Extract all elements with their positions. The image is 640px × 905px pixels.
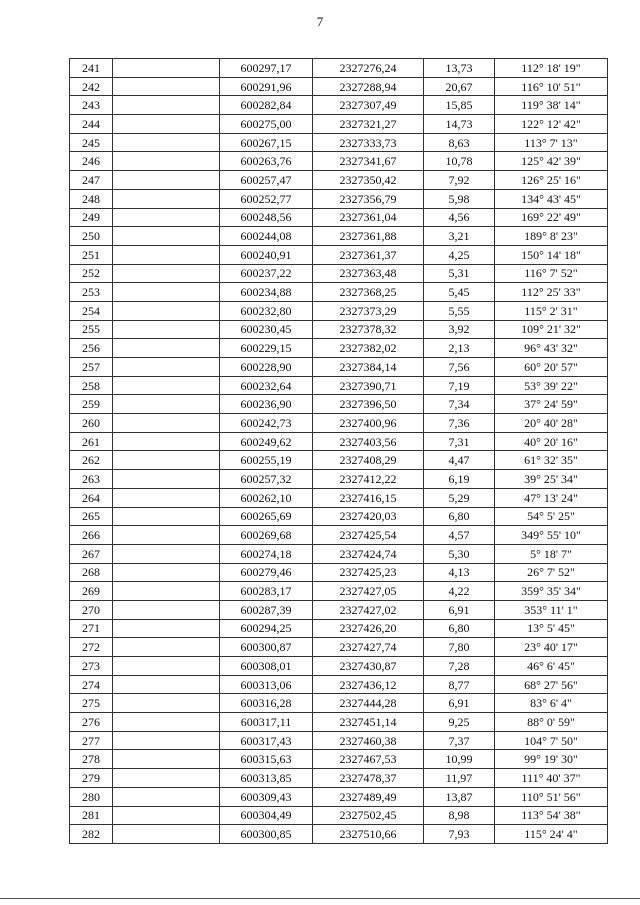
point-number-cell: 264 <box>70 488 113 507</box>
y-coordinate-cell: 2327412,22 <box>313 470 424 489</box>
blank-cell <box>113 320 220 339</box>
x-coordinate-cell: 600257,32 <box>220 470 313 489</box>
x-coordinate-cell: 600232,64 <box>220 376 313 395</box>
x-coordinate-cell: 600279,46 <box>220 563 313 582</box>
angle-cell: 113° 7' 13" <box>495 133 608 152</box>
table-row <box>70 283 608 302</box>
length-cell: 7,36 <box>424 414 495 433</box>
table-row <box>70 582 608 601</box>
x-coordinate-cell: 600309,43 <box>220 787 313 806</box>
blank-cell <box>113 638 220 657</box>
point-number-cell: 280 <box>70 787 113 806</box>
x-coordinate-cell: 600230,45 <box>220 320 313 339</box>
angle-cell: 116° 7' 52" <box>495 264 608 283</box>
point-number-cell: 276 <box>70 713 113 732</box>
table-body <box>70 59 608 844</box>
angle-cell: 61° 32' 35" <box>495 451 608 470</box>
table-row <box>70 488 608 507</box>
y-coordinate-cell: 2327361,04 <box>313 208 424 227</box>
blank-cell <box>113 283 220 302</box>
table-row <box>70 301 608 320</box>
point-number-cell: 242 <box>70 77 113 96</box>
length-cell: 15,85 <box>424 96 495 115</box>
length-cell: 8,77 <box>424 675 495 694</box>
length-cell: 7,28 <box>424 657 495 676</box>
length-cell: 8,63 <box>424 133 495 152</box>
blank-cell <box>113 619 220 638</box>
length-cell: 20,67 <box>424 77 495 96</box>
length-cell: 9,25 <box>424 713 495 732</box>
point-number-cell: 251 <box>70 245 113 264</box>
point-number-cell: 248 <box>70 189 113 208</box>
y-coordinate-cell: 2327373,29 <box>313 301 424 320</box>
angle-cell: 353° 11' 1" <box>495 600 608 619</box>
point-number-cell: 274 <box>70 675 113 694</box>
x-coordinate-cell: 600242,73 <box>220 414 313 433</box>
x-coordinate-cell: 600252,77 <box>220 189 313 208</box>
point-number-cell: 256 <box>70 339 113 358</box>
angle-cell: 169° 22' 49" <box>495 208 608 227</box>
point-number-cell: 244 <box>70 115 113 134</box>
length-cell: 5,55 <box>424 301 495 320</box>
length-cell: 7,56 <box>424 358 495 377</box>
x-coordinate-cell: 600317,11 <box>220 713 313 732</box>
point-number-cell: 255 <box>70 320 113 339</box>
y-coordinate-cell: 2327361,88 <box>313 227 424 246</box>
point-number-cell: 254 <box>70 301 113 320</box>
table-row <box>70 152 608 171</box>
table-row <box>70 675 608 694</box>
y-coordinate-cell: 2327420,03 <box>313 507 424 526</box>
angle-cell: 115° 24' 4" <box>495 825 608 844</box>
angle-cell: 126° 25' 16" <box>495 171 608 190</box>
point-number-cell: 265 <box>70 507 113 526</box>
length-cell: 8,98 <box>424 806 495 825</box>
table-row <box>70 320 608 339</box>
length-cell: 5,29 <box>424 488 495 507</box>
angle-cell: 112° 18' 19" <box>495 59 608 78</box>
blank-cell <box>113 769 220 788</box>
length-cell: 7,93 <box>424 825 495 844</box>
x-coordinate-cell: 600249,62 <box>220 432 313 451</box>
angle-cell: 54° 5' 25" <box>495 507 608 526</box>
length-cell: 4,13 <box>424 563 495 582</box>
angle-cell: 26° 7' 52" <box>495 563 608 582</box>
table-row <box>70 638 608 657</box>
blank-cell <box>113 451 220 470</box>
angle-cell: 46° 6' 45" <box>495 657 608 676</box>
blank-cell <box>113 96 220 115</box>
x-coordinate-cell: 600300,85 <box>220 825 313 844</box>
table-row <box>70 77 608 96</box>
y-coordinate-cell: 2327451,14 <box>313 713 424 732</box>
point-number-cell: 277 <box>70 731 113 750</box>
table-row <box>70 451 608 470</box>
point-number-cell: 257 <box>70 358 113 377</box>
point-number-cell: 269 <box>70 582 113 601</box>
y-coordinate-cell: 2327307,49 <box>313 96 424 115</box>
blank-cell <box>113 507 220 526</box>
blank-cell <box>113 544 220 563</box>
length-cell: 7,31 <box>424 432 495 451</box>
x-coordinate-cell: 600229,15 <box>220 339 313 358</box>
y-coordinate-cell: 2327467,53 <box>313 750 424 769</box>
y-coordinate-cell: 2327396,50 <box>313 395 424 414</box>
table-row <box>70 432 608 451</box>
point-number-cell: 249 <box>70 208 113 227</box>
y-coordinate-cell: 2327361,37 <box>313 245 424 264</box>
x-coordinate-cell: 600294,25 <box>220 619 313 638</box>
y-coordinate-cell: 2327478,37 <box>313 769 424 788</box>
point-number-cell: 268 <box>70 563 113 582</box>
table-row <box>70 376 608 395</box>
y-coordinate-cell: 2327276,24 <box>313 59 424 78</box>
angle-cell: 104° 7' 50" <box>495 731 608 750</box>
blank-cell <box>113 825 220 844</box>
length-cell: 6,80 <box>424 507 495 526</box>
point-number-cell: 272 <box>70 638 113 657</box>
x-coordinate-cell: 600308,01 <box>220 657 313 676</box>
x-coordinate-cell: 600236,90 <box>220 395 313 414</box>
blank-cell <box>113 750 220 769</box>
point-number-cell: 279 <box>70 769 113 788</box>
angle-cell: 113° 54' 38" <box>495 806 608 825</box>
length-cell: 3,92 <box>424 320 495 339</box>
blank-cell <box>113 115 220 134</box>
angle-cell: 99° 19' 30" <box>495 750 608 769</box>
blank-cell <box>113 563 220 582</box>
angle-cell: 37° 24' 59" <box>495 395 608 414</box>
length-cell: 6,80 <box>424 619 495 638</box>
table-row <box>70 227 608 246</box>
x-coordinate-cell: 600275,00 <box>220 115 313 134</box>
blank-cell <box>113 731 220 750</box>
table-row <box>70 694 608 713</box>
y-coordinate-cell: 2327341,67 <box>313 152 424 171</box>
y-coordinate-cell: 2327460,38 <box>313 731 424 750</box>
point-number-cell: 253 <box>70 283 113 302</box>
table-row <box>70 59 608 78</box>
x-coordinate-cell: 600265,69 <box>220 507 313 526</box>
x-coordinate-cell: 600257,47 <box>220 171 313 190</box>
length-cell: 2,13 <box>424 339 495 358</box>
y-coordinate-cell: 2327356,79 <box>313 189 424 208</box>
blank-cell <box>113 189 220 208</box>
blank-cell <box>113 208 220 227</box>
x-coordinate-cell: 600263,76 <box>220 152 313 171</box>
length-cell: 13,87 <box>424 787 495 806</box>
length-cell: 7,34 <box>424 395 495 414</box>
blank-cell <box>113 395 220 414</box>
point-number-cell: 243 <box>70 96 113 115</box>
angle-cell: 150° 14' 18" <box>495 245 608 264</box>
angle-cell: 23° 40' 17" <box>495 638 608 657</box>
table-row <box>70 470 608 489</box>
point-number-cell: 241 <box>70 59 113 78</box>
point-number-cell: 259 <box>70 395 113 414</box>
x-coordinate-cell: 600297,17 <box>220 59 313 78</box>
length-cell: 7,37 <box>424 731 495 750</box>
x-coordinate-cell: 600313,85 <box>220 769 313 788</box>
point-number-cell: 278 <box>70 750 113 769</box>
bottom-rule <box>0 898 640 899</box>
y-coordinate-cell: 2327384,14 <box>313 358 424 377</box>
length-cell: 7,92 <box>424 171 495 190</box>
length-cell: 4,25 <box>424 245 495 264</box>
blank-cell <box>113 806 220 825</box>
table-row <box>70 563 608 582</box>
angle-cell: 349° 55' 10" <box>495 526 608 545</box>
point-number-cell: 246 <box>70 152 113 171</box>
length-cell: 10,99 <box>424 750 495 769</box>
length-cell: 3,21 <box>424 227 495 246</box>
length-cell: 13,73 <box>424 59 495 78</box>
point-number-cell: 262 <box>70 451 113 470</box>
table-row <box>70 245 608 264</box>
table-row <box>70 787 608 806</box>
table-row <box>70 600 608 619</box>
blank-cell <box>113 657 220 676</box>
length-cell: 7,80 <box>424 638 495 657</box>
angle-cell: 119° 38' 14" <box>495 96 608 115</box>
angle-cell: 116° 10' 51" <box>495 77 608 96</box>
angle-cell: 68° 27' 56" <box>495 675 608 694</box>
blank-cell <box>113 526 220 545</box>
blank-cell <box>113 488 220 507</box>
table-row <box>70 171 608 190</box>
angle-cell: 13° 5' 45" <box>495 619 608 638</box>
x-coordinate-cell: 600282,84 <box>220 96 313 115</box>
x-coordinate-cell: 600237,22 <box>220 264 313 283</box>
angle-cell: 40° 20' 16" <box>495 432 608 451</box>
blank-cell <box>113 432 220 451</box>
x-coordinate-cell: 600274,18 <box>220 544 313 563</box>
table-row <box>70 657 608 676</box>
y-coordinate-cell: 2327390,71 <box>313 376 424 395</box>
y-coordinate-cell: 2327288,94 <box>313 77 424 96</box>
y-coordinate-cell: 2327378,32 <box>313 320 424 339</box>
table-row <box>70 526 608 545</box>
angle-cell: 115° 2' 31" <box>495 301 608 320</box>
point-number-cell: 258 <box>70 376 113 395</box>
angle-cell: 125° 42' 39" <box>495 152 608 171</box>
blank-cell <box>113 713 220 732</box>
x-coordinate-cell: 600240,91 <box>220 245 313 264</box>
point-number-cell: 281 <box>70 806 113 825</box>
length-cell: 4,47 <box>424 451 495 470</box>
x-coordinate-cell: 600267,15 <box>220 133 313 152</box>
table-row <box>70 544 608 563</box>
point-number-cell: 260 <box>70 414 113 433</box>
x-coordinate-cell: 600269,68 <box>220 526 313 545</box>
point-number-cell: 263 <box>70 470 113 489</box>
x-coordinate-cell: 600300,87 <box>220 638 313 657</box>
y-coordinate-cell: 2327426,20 <box>313 619 424 638</box>
y-coordinate-cell: 2327510,66 <box>313 825 424 844</box>
table-row <box>70 339 608 358</box>
point-number-cell: 250 <box>70 227 113 246</box>
y-coordinate-cell: 2327425,54 <box>313 526 424 545</box>
blank-cell <box>113 152 220 171</box>
x-coordinate-cell: 600232,80 <box>220 301 313 320</box>
x-coordinate-cell: 600304,49 <box>220 806 313 825</box>
y-coordinate-cell: 2327430,87 <box>313 657 424 676</box>
blank-cell <box>113 600 220 619</box>
y-coordinate-cell: 2327424,74 <box>313 544 424 563</box>
x-coordinate-cell: 600287,39 <box>220 600 313 619</box>
blank-cell <box>113 787 220 806</box>
table-row <box>70 96 608 115</box>
y-coordinate-cell: 2327403,56 <box>313 432 424 451</box>
table-row <box>70 713 608 732</box>
table-row <box>70 731 608 750</box>
point-number-cell: 261 <box>70 432 113 451</box>
angle-cell: 39° 25' 34" <box>495 470 608 489</box>
angle-cell: 47° 13' 24" <box>495 488 608 507</box>
x-coordinate-cell: 600248,56 <box>220 208 313 227</box>
x-coordinate-cell: 600244,08 <box>220 227 313 246</box>
angle-cell: 53° 39' 22" <box>495 376 608 395</box>
length-cell: 4,22 <box>424 582 495 601</box>
x-coordinate-cell: 600313,06 <box>220 675 313 694</box>
page-number: 7 <box>316 14 324 29</box>
angle-cell: 96° 43' 32" <box>495 339 608 358</box>
length-cell: 5,45 <box>424 283 495 302</box>
blank-cell <box>113 414 220 433</box>
blank-cell <box>113 694 220 713</box>
y-coordinate-cell: 2327350,42 <box>313 171 424 190</box>
point-number-cell: 273 <box>70 657 113 676</box>
x-coordinate-cell: 600315,63 <box>220 750 313 769</box>
table-row <box>70 189 608 208</box>
y-coordinate-cell: 2327368,25 <box>313 283 424 302</box>
point-number-cell: 270 <box>70 600 113 619</box>
table-row <box>70 133 608 152</box>
angle-cell: 109° 21' 32" <box>495 320 608 339</box>
y-coordinate-cell: 2327427,02 <box>313 600 424 619</box>
length-cell: 6,19 <box>424 470 495 489</box>
y-coordinate-cell: 2327321,27 <box>313 115 424 134</box>
y-coordinate-cell: 2327363,48 <box>313 264 424 283</box>
y-coordinate-cell: 2327427,74 <box>313 638 424 657</box>
point-number-cell: 266 <box>70 526 113 545</box>
blank-cell <box>113 339 220 358</box>
blank-cell <box>113 59 220 78</box>
y-coordinate-cell: 2327436,12 <box>313 675 424 694</box>
length-cell: 7,19 <box>424 376 495 395</box>
blank-cell <box>113 245 220 264</box>
x-coordinate-cell: 600255,19 <box>220 451 313 470</box>
y-coordinate-cell: 2327502,45 <box>313 806 424 825</box>
table-row <box>70 115 608 134</box>
y-coordinate-cell: 2327416,15 <box>313 488 424 507</box>
y-coordinate-cell: 2327400,96 <box>313 414 424 433</box>
x-coordinate-cell: 600234,88 <box>220 283 313 302</box>
x-coordinate-cell: 600283,17 <box>220 582 313 601</box>
point-number-cell: 271 <box>70 619 113 638</box>
blank-cell <box>113 470 220 489</box>
x-coordinate-cell: 600262,10 <box>220 488 313 507</box>
blank-cell <box>113 301 220 320</box>
x-coordinate-cell: 600291,96 <box>220 77 313 96</box>
y-coordinate-cell: 2327444,28 <box>313 694 424 713</box>
point-number-cell: 245 <box>70 133 113 152</box>
point-number-cell: 267 <box>70 544 113 563</box>
table-row <box>70 806 608 825</box>
point-number-cell: 275 <box>70 694 113 713</box>
x-coordinate-cell: 600317,43 <box>220 731 313 750</box>
angle-cell: 359° 35' 34" <box>495 582 608 601</box>
table-row <box>70 769 608 788</box>
point-number-cell: 252 <box>70 264 113 283</box>
length-cell: 5,98 <box>424 189 495 208</box>
y-coordinate-cell: 2327408,29 <box>313 451 424 470</box>
blank-cell <box>113 358 220 377</box>
y-coordinate-cell: 2327489,49 <box>313 787 424 806</box>
blank-cell <box>113 133 220 152</box>
length-cell: 5,30 <box>424 544 495 563</box>
y-coordinate-cell: 2327382,02 <box>313 339 424 358</box>
length-cell: 5,31 <box>424 264 495 283</box>
length-cell: 14,73 <box>424 115 495 134</box>
point-number-cell: 247 <box>70 171 113 190</box>
angle-cell: 110° 51' 56" <box>495 787 608 806</box>
blank-cell <box>113 264 220 283</box>
table-row <box>70 208 608 227</box>
length-cell: 6,91 <box>424 694 495 713</box>
angle-cell: 134° 43' 45" <box>495 189 608 208</box>
y-coordinate-cell: 2327425,23 <box>313 563 424 582</box>
angle-cell: 112° 25' 33" <box>495 283 608 302</box>
x-coordinate-cell: 600228,90 <box>220 358 313 377</box>
blank-cell <box>113 77 220 96</box>
length-cell: 6,91 <box>424 600 495 619</box>
length-cell: 11,97 <box>424 769 495 788</box>
length-cell: 4,56 <box>424 208 495 227</box>
table-row <box>70 619 608 638</box>
angle-cell: 5° 18' 7" <box>495 544 608 563</box>
length-cell: 4,57 <box>424 526 495 545</box>
table-row <box>70 264 608 283</box>
table-row <box>70 395 608 414</box>
table-row <box>70 358 608 377</box>
angle-cell: 189° 8' 23" <box>495 227 608 246</box>
y-coordinate-cell: 2327427,05 <box>313 582 424 601</box>
blank-cell <box>113 227 220 246</box>
point-number-cell: 282 <box>70 825 113 844</box>
table-row <box>70 507 608 526</box>
coordinates-table <box>69 58 608 844</box>
angle-cell: 88° 0' 59" <box>495 713 608 732</box>
angle-cell: 122° 12' 42" <box>495 115 608 134</box>
angle-cell: 83° 6' 4" <box>495 694 608 713</box>
length-cell: 10,78 <box>424 152 495 171</box>
table-row <box>70 414 608 433</box>
angle-cell: 111° 40' 37" <box>495 769 608 788</box>
table-row <box>70 825 608 844</box>
y-coordinate-cell: 2327333,73 <box>313 133 424 152</box>
blank-cell <box>113 376 220 395</box>
x-coordinate-cell: 600316,28 <box>220 694 313 713</box>
table-row <box>70 750 608 769</box>
blank-cell <box>113 582 220 601</box>
angle-cell: 60° 20' 57" <box>495 358 608 377</box>
blank-cell <box>113 675 220 694</box>
blank-cell <box>113 171 220 190</box>
angle-cell: 20° 40' 28" <box>495 414 608 433</box>
